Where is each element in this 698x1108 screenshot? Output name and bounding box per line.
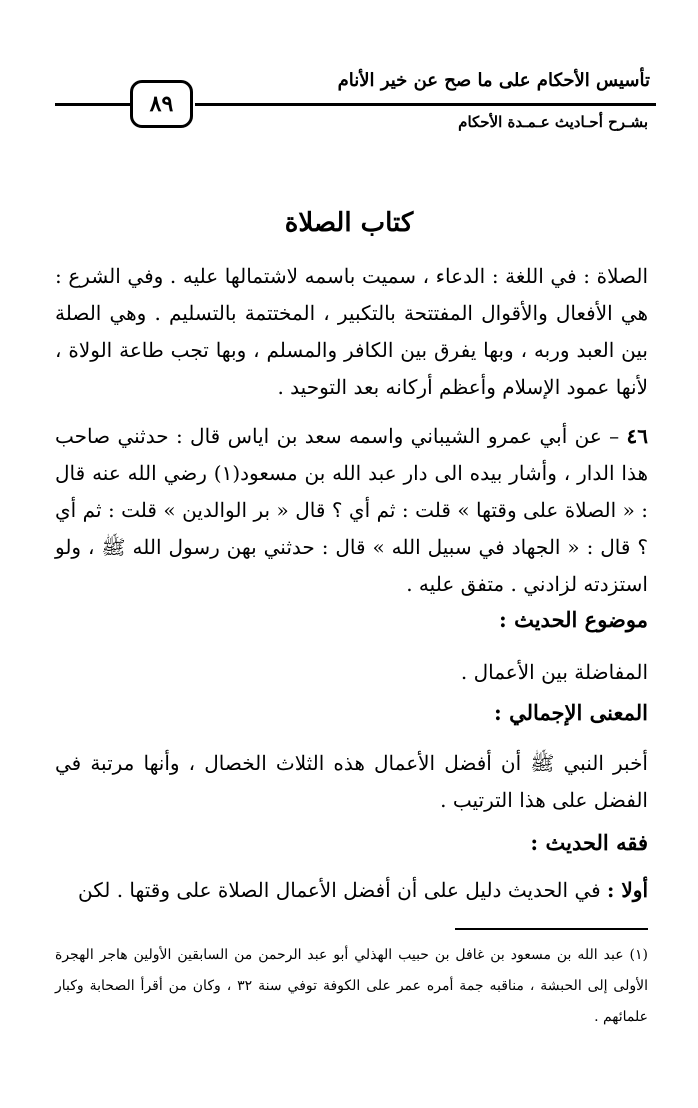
book-title: تأسيس الأحكام على ما صح عن خير الأنام	[337, 70, 650, 91]
hadith-paragraph	[55, 418, 648, 603]
subject-heading: موضوع الحديث :	[499, 607, 648, 632]
book-subtitle: بشـرح أحـاديث عـمـدة الأحكام	[458, 113, 648, 131]
header-rule-right	[195, 103, 656, 106]
footnote: (١) عبد الله بن مسعود بن غافل بن حبيب الهذلي أبو عبد الرحمن من السابقين الأولين هاجر الهجرة الأولى إلى الحبشة ، مناقبه جمة أمره عمر على الكوفة توفي سنة ٣٢ ، وكان من أقرأ الصحابة وكبار علمائهم .	[55, 947, 648, 1025]
header-rule-left	[55, 103, 130, 106]
page-number: ٨٩	[149, 91, 174, 117]
intro-paragraph: الصلاة : في اللغة : الدعاء ، سميت باسمه لاشتمالها عليه . وفي الشرع : هي الأفعال والأقوال المفتتحة بالتكبير ، المختتمة بالتسليم . وهي الصلة بين العبد وربه ، وبها يفرق بين الكافر والمسلم ، وبها تجب طاعة الولاة ، لأنها عمود الإسلام وأعظم أركانه بعد التوحيد .	[55, 264, 648, 399]
chapter-title: كتاب الصلاة	[284, 208, 414, 238]
footnote-rule	[455, 928, 648, 930]
hadith-number: ٤٦	[626, 424, 649, 448]
meaning-text: أخبر النبي ﷺ أن أفضل الأعمال هذه الثلاث الخصال ، وأنها مرتبة في الفضل على هذا الترتيب .	[55, 751, 648, 812]
fiqh-first-label: أولا :	[607, 878, 648, 902]
fiqh-first-text: في الحديث دليل على أن أفضل الأعمال الصلاة على وقتها . لكن	[77, 878, 601, 902]
subject-text: المفاضلة بين الأعمال .	[460, 660, 648, 684]
fiqh-heading: فقه الحديث :	[530, 830, 648, 855]
hadith-text: – عن أبي عمرو الشيباني واسمه سعد بن اياس قال : حدثني صاحب هذا الدار ، وأشار بيده الى دار عبد الله بن مسعود(١) رضي الله عنه قال : « الصلاة على وقتها » قلت : ثم أي ؟ قال « بر الوالدين » قلت : ثم أي ؟ قال : « الجهاد في سبيل الله » قال : حدثني بهن رسول الله ﷺ ، ولو استزدته لزادني . متفق عليه .	[55, 424, 649, 596]
fiqh-first-paragraph	[55, 872, 648, 909]
meaning-heading: المعنى الإجمالي :	[494, 700, 648, 725]
page-number-box	[130, 80, 193, 128]
